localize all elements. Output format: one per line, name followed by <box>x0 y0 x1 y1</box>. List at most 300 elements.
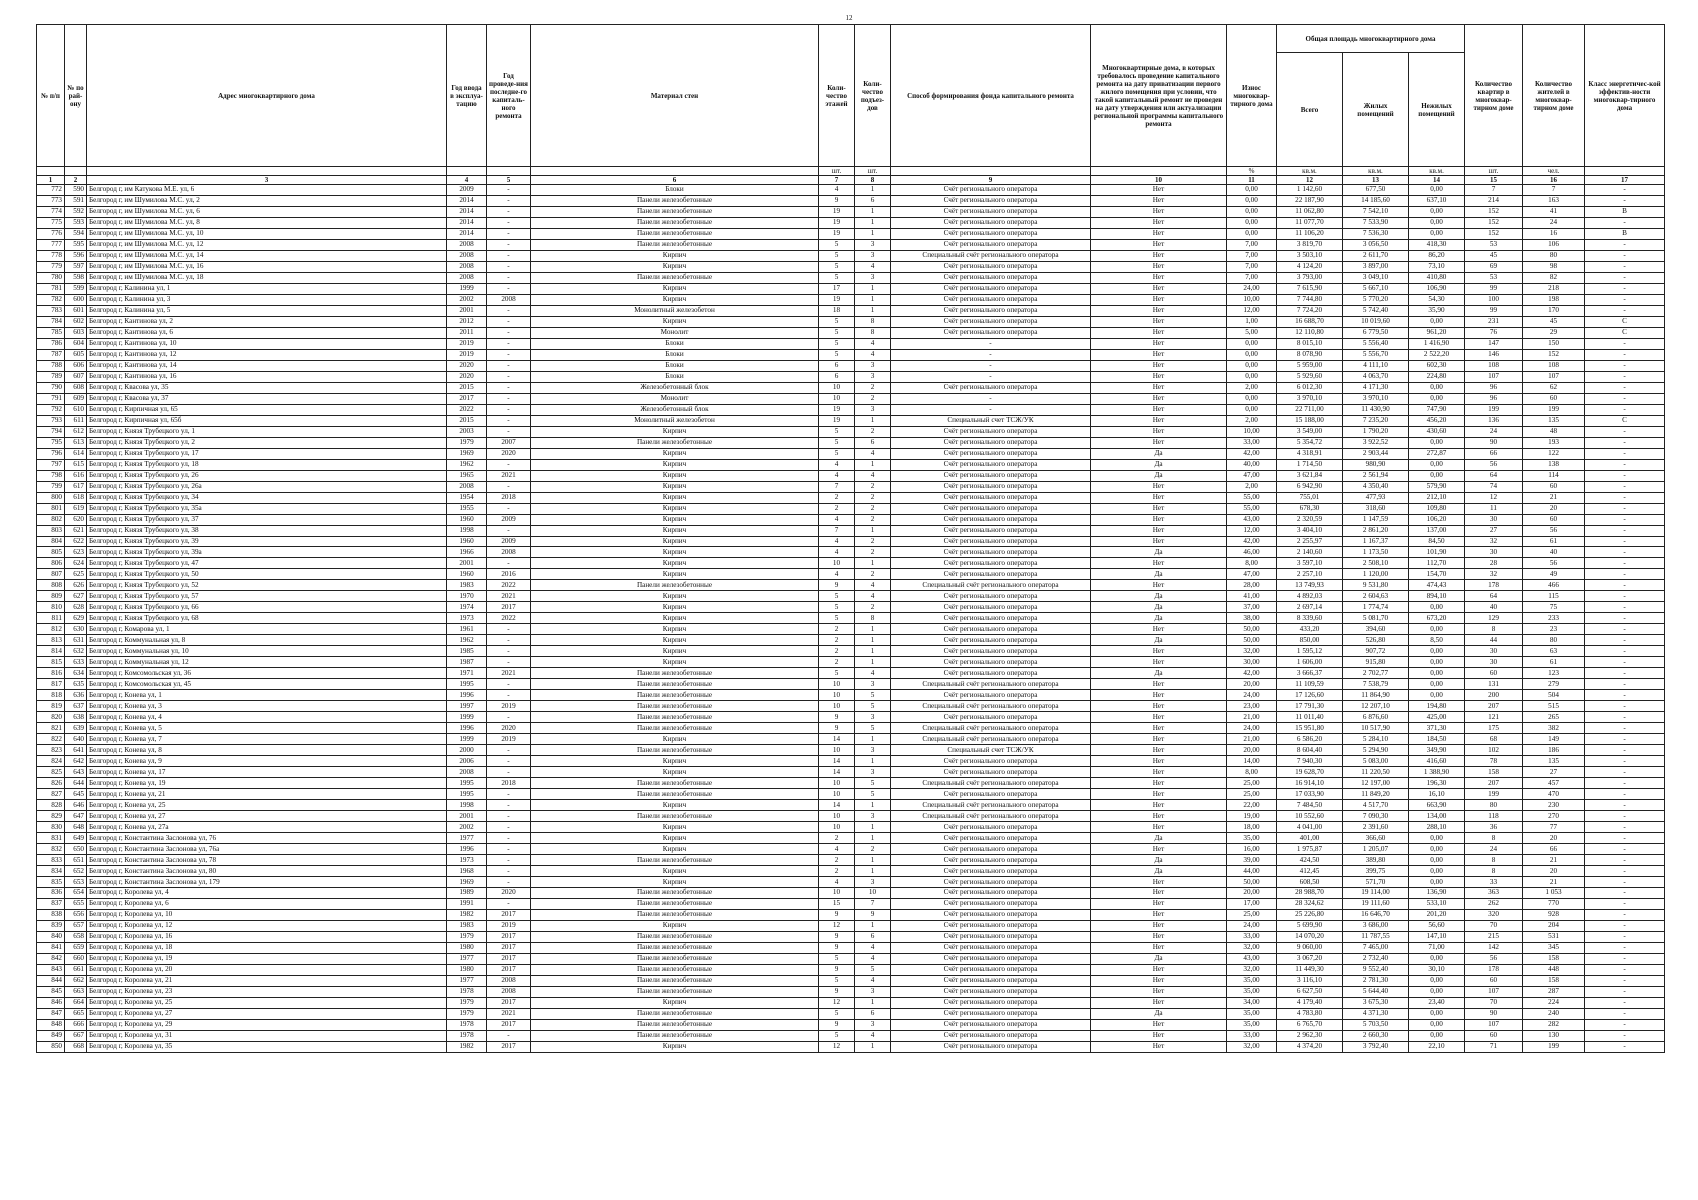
cell-apartments: 66 <box>1465 448 1523 459</box>
cell-district-num: 609 <box>65 393 87 404</box>
cell-wear: 14,00 <box>1227 756 1277 767</box>
cell-residents: 107 <box>1523 371 1585 382</box>
cell-area-residential: 1 790,20 <box>1343 426 1409 437</box>
cell-repair-required: Нет <box>1091 778 1227 789</box>
housing-register-table <box>36 24 1665 1053</box>
cell-entrances: 4 <box>855 580 891 591</box>
cell-wall-material: Кирпич <box>531 877 819 888</box>
cell-district-num: 640 <box>65 734 87 745</box>
cell-area-residential: 5 703,50 <box>1343 1019 1409 1030</box>
cell-num: 787 <box>37 349 65 360</box>
cell-num: 837 <box>37 898 65 909</box>
cell-floors: 2 <box>819 833 855 844</box>
cell-energy-class: - <box>1585 602 1665 613</box>
cell-district-num: 597 <box>65 261 87 272</box>
cell-fund-method: Счёт регионального оператора <box>891 756 1091 767</box>
cell-area-residential: 11 849,20 <box>1343 789 1409 800</box>
cell-entrances: 3 <box>855 811 891 822</box>
cell-apartments: 178 <box>1465 580 1523 591</box>
cell-area-nonresidential: 0,00 <box>1409 953 1465 964</box>
cell-district-num: 636 <box>65 690 87 701</box>
cell-energy-class: - <box>1585 855 1665 866</box>
cell-repair-required: Нет <box>1091 305 1227 316</box>
cell-year-built: 1969 <box>447 448 487 459</box>
table-row <box>37 712 1665 723</box>
cell-wall-material: Монолитный железобетон <box>531 415 819 426</box>
cell-fund-method: Счёт регионального оператора <box>891 569 1091 580</box>
cell-floors: 5 <box>819 1030 855 1041</box>
cell-repair-required: Нет <box>1091 767 1227 778</box>
cell-energy-class: - <box>1585 822 1665 833</box>
cell-wear: 25,00 <box>1227 909 1277 920</box>
cell-wall-material: Кирпич <box>531 866 819 877</box>
cell-district-num: 591 <box>65 195 87 206</box>
cell-wear: 0,00 <box>1227 360 1277 371</box>
cell-floors: 9 <box>819 964 855 975</box>
cell-entrances: 5 <box>855 690 891 701</box>
cell-address: Белгород г, Константина Заслонова ул, 179 <box>87 877 447 888</box>
cell-apartments: 107 <box>1465 371 1523 382</box>
table-row <box>37 800 1665 811</box>
cell-area-residential: 3 792,40 <box>1343 1041 1409 1052</box>
cell-num: 824 <box>37 756 65 767</box>
cell-area-residential: 907,72 <box>1343 646 1409 657</box>
cell-num: 835 <box>37 877 65 888</box>
table-row <box>37 635 1665 646</box>
table-row <box>37 811 1665 822</box>
cell-wear: 25,00 <box>1227 789 1277 800</box>
cell-area-residential: 5 770,20 <box>1343 294 1409 305</box>
cell-area-total: 6 627,50 <box>1277 986 1343 997</box>
cell-wall-material: Кирпич <box>531 448 819 459</box>
cell-wear: 32,00 <box>1227 1041 1277 1052</box>
cell-energy-class: - <box>1585 756 1665 767</box>
cell-year-built: 2009 <box>447 185 487 196</box>
cell-num: 780 <box>37 272 65 283</box>
cell-entrances: 1 <box>855 415 891 426</box>
cell-repair-year: 2017 <box>487 1041 531 1052</box>
cell-residents: 279 <box>1523 679 1585 690</box>
cell-district-num: 606 <box>65 360 87 371</box>
cell-area-total: 608,50 <box>1277 877 1343 888</box>
cell-repair-required: Нет <box>1091 734 1227 745</box>
cell-residents: 149 <box>1523 734 1585 745</box>
header-wear: Износ многоквар-тирного дома <box>1227 25 1277 167</box>
cell-district-num: 599 <box>65 283 87 294</box>
cell-energy-class: - <box>1585 920 1665 931</box>
table-row <box>37 767 1665 778</box>
cell-entrances: 1 <box>855 206 891 217</box>
table-row <box>37 624 1665 635</box>
cell-repair-required: Нет <box>1091 975 1227 986</box>
cell-repair-required: Нет <box>1091 1030 1227 1041</box>
cell-energy-class: - <box>1585 547 1665 558</box>
cell-wear: 0,00 <box>1227 206 1277 217</box>
cell-area-residential: 5 294,90 <box>1343 745 1409 756</box>
cell-year-built: 1973 <box>447 613 487 624</box>
cell-apartments: 56 <box>1465 459 1523 470</box>
cell-address: Белгород г, Князя Трубецкого ул, 26а <box>87 481 447 492</box>
cell-repair-year: 2018 <box>487 492 531 503</box>
cell-wear: 19,00 <box>1227 811 1277 822</box>
cell-area-nonresidential: 22,10 <box>1409 1041 1465 1052</box>
cell-energy-class: - <box>1585 613 1665 624</box>
cell-apartments: 60 <box>1465 668 1523 679</box>
table-row <box>37 668 1665 679</box>
cell-address: Белгород г, Кантинова ул, 10 <box>87 338 447 349</box>
cell-year-built: 2014 <box>447 228 487 239</box>
cell-wall-material: Панели железобетонные <box>531 1008 819 1019</box>
cell-energy-class: - <box>1585 250 1665 261</box>
table-header <box>37 25 1665 185</box>
cell-repair-required: Нет <box>1091 250 1227 261</box>
cell-area-total: 4 179,40 <box>1277 997 1343 1008</box>
column-number: 7 <box>819 176 855 185</box>
cell-address: Белгород г, Конева ул, 4 <box>87 712 447 723</box>
cell-wear: 20,00 <box>1227 888 1277 899</box>
cell-repair-required: Нет <box>1091 492 1227 503</box>
unit-area-nonresidential: кв.м. <box>1409 167 1465 176</box>
cell-energy-class: - <box>1585 195 1665 206</box>
table-row <box>37 942 1665 953</box>
cell-area-total: 11 109,59 <box>1277 679 1343 690</box>
cell-apartments: 96 <box>1465 393 1523 404</box>
cell-area-nonresidential: 430,60 <box>1409 426 1465 437</box>
cell-floors: 10 <box>819 382 855 393</box>
cell-apartments: 147 <box>1465 338 1523 349</box>
table-row <box>37 690 1665 701</box>
cell-num: 850 <box>37 1041 65 1052</box>
cell-district-num: 638 <box>65 712 87 723</box>
cell-wear: 0,00 <box>1227 349 1277 360</box>
cell-year-built: 2001 <box>447 811 487 822</box>
table-row <box>37 844 1665 855</box>
cell-wall-material: Кирпич <box>531 558 819 569</box>
cell-residents: 114 <box>1523 470 1585 481</box>
cell-num: 834 <box>37 866 65 877</box>
unit-floors: шт. <box>819 167 855 176</box>
cell-fund-method: Счёт регионального оператора <box>891 844 1091 855</box>
cell-entrances: 1 <box>855 294 891 305</box>
cell-area-nonresidential: 416,60 <box>1409 756 1465 767</box>
cell-repair-year: - <box>487 283 531 294</box>
cell-address: Белгород г, Королева ул, 29 <box>87 1019 447 1030</box>
cell-address: Белгород г, Конева ул, 21 <box>87 789 447 800</box>
cell-area-total: 11 077,70 <box>1277 217 1343 228</box>
cell-num: 784 <box>37 316 65 327</box>
cell-fund-method: Счёт регионального оператора <box>891 953 1091 964</box>
cell-residents: 515 <box>1523 701 1585 712</box>
cell-residents: 233 <box>1523 613 1585 624</box>
cell-energy-class: - <box>1585 789 1665 800</box>
cell-num: 843 <box>37 964 65 975</box>
cell-wall-material: Кирпич <box>531 525 819 536</box>
cell-address: Белгород г, Конева ул, 7 <box>87 734 447 745</box>
cell-wall-material: Блоки <box>531 371 819 382</box>
cell-repair-year: - <box>487 206 531 217</box>
cell-num: 803 <box>37 525 65 536</box>
cell-repair-required: Нет <box>1091 338 1227 349</box>
cell-fund-method: Счёт регионального оператора <box>891 855 1091 866</box>
cell-address: Белгород г, Королева ул, 23 <box>87 986 447 997</box>
cell-repair-required: Нет <box>1091 503 1227 514</box>
cell-area-residential: 1 167,37 <box>1343 536 1409 547</box>
cell-district-num: 598 <box>65 272 87 283</box>
cell-area-total: 11 011,40 <box>1277 712 1343 723</box>
cell-repair-required: Нет <box>1091 723 1227 734</box>
cell-repair-required: Нет <box>1091 657 1227 668</box>
cell-area-total: 25 226,80 <box>1277 909 1343 920</box>
cell-entrances: 1 <box>855 459 891 470</box>
cell-area-total: 678,30 <box>1277 503 1343 514</box>
cell-entrances: 2 <box>855 492 891 503</box>
cell-area-nonresidential: 0,00 <box>1409 833 1465 844</box>
cell-floors: 4 <box>819 470 855 481</box>
cell-energy-class: - <box>1585 360 1665 371</box>
cell-residents: 21 <box>1523 492 1585 503</box>
cell-apartments: 68 <box>1465 734 1523 745</box>
cell-district-num: 613 <box>65 437 87 448</box>
cell-repair-year: 2020 <box>487 888 531 899</box>
cell-num: 811 <box>37 613 65 624</box>
cell-wall-material: Кирпич <box>531 250 819 261</box>
cell-area-total: 6 586,20 <box>1277 734 1343 745</box>
cell-area-residential: 11 864,90 <box>1343 690 1409 701</box>
cell-area-residential: 7 090,30 <box>1343 811 1409 822</box>
cell-wall-material: Кирпич <box>531 767 819 778</box>
cell-year-built: 1974 <box>447 602 487 613</box>
cell-area-nonresidential: 23,40 <box>1409 997 1465 1008</box>
cell-district-num: 646 <box>65 800 87 811</box>
cell-year-built: 1960 <box>447 536 487 547</box>
cell-wear: 7,00 <box>1227 250 1277 261</box>
cell-entrances: 1 <box>855 800 891 811</box>
cell-area-nonresidential: 35,90 <box>1409 305 1465 316</box>
cell-address: Белгород г, Князя Трубецкого ул, 66 <box>87 602 447 613</box>
cell-year-built: 1977 <box>447 975 487 986</box>
cell-area-residential: 2 861,20 <box>1343 525 1409 536</box>
cell-repair-required: Нет <box>1091 898 1227 909</box>
cell-repair-required: Нет <box>1091 646 1227 657</box>
cell-entrances: 1 <box>855 558 891 569</box>
column-number: 14 <box>1409 176 1465 185</box>
cell-address: Белгород г, Князя Трубецкого ул, 34 <box>87 492 447 503</box>
cell-floors: 9 <box>819 942 855 953</box>
cell-entrances: 3 <box>855 239 891 250</box>
cell-wall-material: Кирпич <box>531 657 819 668</box>
cell-repair-year: 2021 <box>487 668 531 679</box>
cell-year-built: 2008 <box>447 239 487 250</box>
cell-area-nonresidential: 2 522,20 <box>1409 349 1465 360</box>
cell-area-residential: 4 517,70 <box>1343 800 1409 811</box>
cell-area-total: 12 110,80 <box>1277 327 1343 338</box>
cell-residents: 40 <box>1523 547 1585 558</box>
cell-wear: 2,00 <box>1227 382 1277 393</box>
cell-entrances: 4 <box>855 261 891 272</box>
cell-residents: 448 <box>1523 964 1585 975</box>
cell-fund-method: Специальный счёт регионального оператора <box>891 778 1091 789</box>
cell-energy-class: - <box>1585 525 1665 536</box>
cell-area-total: 14 070,20 <box>1277 931 1343 942</box>
cell-address: Белгород г, Комсомольская ул, 45 <box>87 679 447 690</box>
table-row <box>37 920 1665 931</box>
cell-apartments: 178 <box>1465 964 1523 975</box>
cell-area-total: 2 140,60 <box>1277 547 1343 558</box>
cell-area-nonresidential: 425,00 <box>1409 712 1465 723</box>
cell-wall-material: Кирпич <box>531 844 819 855</box>
cell-repair-year: 2017 <box>487 942 531 953</box>
cell-wear: 0,00 <box>1227 371 1277 382</box>
cell-address: Белгород г, Калинина ул, 5 <box>87 305 447 316</box>
cell-wall-material: Панели железобетонные <box>531 1019 819 1030</box>
cell-area-residential: 1 147,59 <box>1343 514 1409 525</box>
cell-address: Белгород г, Квасова ул, 35 <box>87 382 447 393</box>
cell-area-nonresidential: 0,00 <box>1409 986 1465 997</box>
cell-area-total: 6 942,90 <box>1277 481 1343 492</box>
cell-repair-year: 2017 <box>487 964 531 975</box>
cell-year-built: 2017 <box>447 393 487 404</box>
cell-apartments: 8 <box>1465 866 1523 877</box>
cell-year-built: 2001 <box>447 305 487 316</box>
cell-area-total: 7 615,90 <box>1277 283 1343 294</box>
cell-wall-material: Панели железобетонные <box>531 1030 819 1041</box>
cell-address: Белгород г, им Шумилова М.С. ул, 10 <box>87 228 447 239</box>
cell-area-total: 4 374,20 <box>1277 1041 1343 1052</box>
cell-floors: 19 <box>819 294 855 305</box>
cell-wall-material: Панели железобетонные <box>531 668 819 679</box>
cell-area-total: 9 060,00 <box>1277 942 1343 953</box>
cell-area-residential: 399,75 <box>1343 866 1409 877</box>
cell-num: 792 <box>37 404 65 415</box>
cell-apartments: 214 <box>1465 195 1523 206</box>
cell-wear: 24,00 <box>1227 920 1277 931</box>
cell-address: Белгород г, им Шумилова М.С. ул, 2 <box>87 195 447 206</box>
cell-wear: 50,00 <box>1227 877 1277 888</box>
cell-repair-year: - <box>487 481 531 492</box>
cell-wear: 0,00 <box>1227 228 1277 239</box>
cell-wall-material: Кирпич <box>531 514 819 525</box>
cell-district-num: 624 <box>65 558 87 569</box>
table-row <box>37 888 1665 899</box>
cell-residents: 135 <box>1523 415 1585 426</box>
cell-address: Белгород г, Князя Трубецкого ул, 68 <box>87 613 447 624</box>
cell-area-residential: 14 185,60 <box>1343 195 1409 206</box>
cell-wear: 25,00 <box>1227 778 1277 789</box>
cell-num: 808 <box>37 580 65 591</box>
cell-repair-required: Нет <box>1091 536 1227 547</box>
cell-energy-class: - <box>1585 558 1665 569</box>
cell-repair-required: Нет <box>1091 195 1227 206</box>
table-row <box>37 1019 1665 1030</box>
cell-energy-class: - <box>1585 437 1665 448</box>
cell-district-num: 618 <box>65 492 87 503</box>
cell-address: Белгород г, Конева ул, 3 <box>87 701 447 712</box>
cell-fund-method: Счёт регионального оператора <box>891 931 1091 942</box>
cell-apartments: 24 <box>1465 426 1523 437</box>
cell-entrances: 8 <box>855 316 891 327</box>
cell-floors: 12 <box>819 1041 855 1052</box>
cell-area-nonresidential: 86,20 <box>1409 250 1465 261</box>
cell-energy-class: - <box>1585 448 1665 459</box>
cell-wall-material: Кирпич <box>531 316 819 327</box>
cell-year-built: 2008 <box>447 261 487 272</box>
cell-fund-method: Счёт регионального оператора <box>891 833 1091 844</box>
cell-num: 796 <box>37 448 65 459</box>
cell-floors: 10 <box>819 745 855 756</box>
cell-residents: 122 <box>1523 448 1585 459</box>
cell-wear: 40,00 <box>1227 459 1277 470</box>
cell-entrances: 5 <box>855 701 891 712</box>
cell-repair-year: 2021 <box>487 591 531 602</box>
cell-wall-material: Панели железобетонные <box>531 942 819 953</box>
cell-repair-required: Нет <box>1091 558 1227 569</box>
cell-floors: 12 <box>819 997 855 1008</box>
cell-area-residential: 366,60 <box>1343 833 1409 844</box>
cell-floors: 10 <box>819 701 855 712</box>
cell-year-built: 1960 <box>447 569 487 580</box>
cell-wall-material: Кирпич <box>531 624 819 635</box>
cell-wall-material: Панели железобетонные <box>531 437 819 448</box>
cell-address: Белгород г, Кантинова ул, 12 <box>87 349 447 360</box>
cell-wear: 17,00 <box>1227 898 1277 909</box>
cell-year-built: 1970 <box>447 591 487 602</box>
cell-area-residential: 6 876,60 <box>1343 712 1409 723</box>
cell-address: Белгород г, Князя Трубецкого ул, 57 <box>87 591 447 602</box>
cell-area-residential: 5 083,00 <box>1343 756 1409 767</box>
cell-wear: 38,00 <box>1227 613 1277 624</box>
cell-area-nonresidential: 961,20 <box>1409 327 1465 338</box>
cell-floors: 10 <box>819 778 855 789</box>
table-row <box>37 613 1665 624</box>
cell-repair-required: Да <box>1091 591 1227 602</box>
cell-fund-method: Счёт регионального оператора <box>891 294 1091 305</box>
cell-area-residential: 4 063,70 <box>1343 371 1409 382</box>
cell-energy-class: - <box>1585 371 1665 382</box>
cell-residents: 170 <box>1523 305 1585 316</box>
cell-area-residential: 3 686,00 <box>1343 920 1409 931</box>
cell-area-nonresidential: 0,00 <box>1409 690 1465 701</box>
cell-district-num: 660 <box>65 953 87 964</box>
cell-wall-material: Кирпич <box>531 602 819 613</box>
cell-wall-material: Кирпич <box>531 426 819 437</box>
cell-floors: 9 <box>819 1019 855 1030</box>
cell-area-residential: 6 779,50 <box>1343 327 1409 338</box>
cell-residents: 135 <box>1523 756 1585 767</box>
cell-apartments: 136 <box>1465 415 1523 426</box>
cell-area-total: 17 033,90 <box>1277 789 1343 800</box>
cell-energy-class: - <box>1585 1008 1665 1019</box>
unit-apartments: шт. <box>1465 167 1523 176</box>
cell-residents: 7 <box>1523 185 1585 196</box>
cell-fund-method: Счёт регионального оператора <box>891 624 1091 635</box>
cell-district-num: 647 <box>65 811 87 822</box>
cell-floors: 9 <box>819 195 855 206</box>
unit-entrances: шт. <box>855 167 891 176</box>
cell-residents: 75 <box>1523 602 1585 613</box>
cell-wear: 0,00 <box>1227 393 1277 404</box>
cell-num: 797 <box>37 459 65 470</box>
cell-area-nonresidential: 533,10 <box>1409 898 1465 909</box>
cell-repair-required: Да <box>1091 547 1227 558</box>
cell-year-built: 1962 <box>447 635 487 646</box>
cell-wall-material: Кирпич <box>531 635 819 646</box>
cell-address: Белгород г, им Шумилова М.С. ул, 12 <box>87 239 447 250</box>
cell-num: 790 <box>37 382 65 393</box>
cell-fund-method: Счёт регионального оператора <box>891 668 1091 679</box>
cell-year-built: 2008 <box>447 250 487 261</box>
cell-area-residential: 11 220,50 <box>1343 767 1409 778</box>
cell-area-total: 412,45 <box>1277 866 1343 877</box>
